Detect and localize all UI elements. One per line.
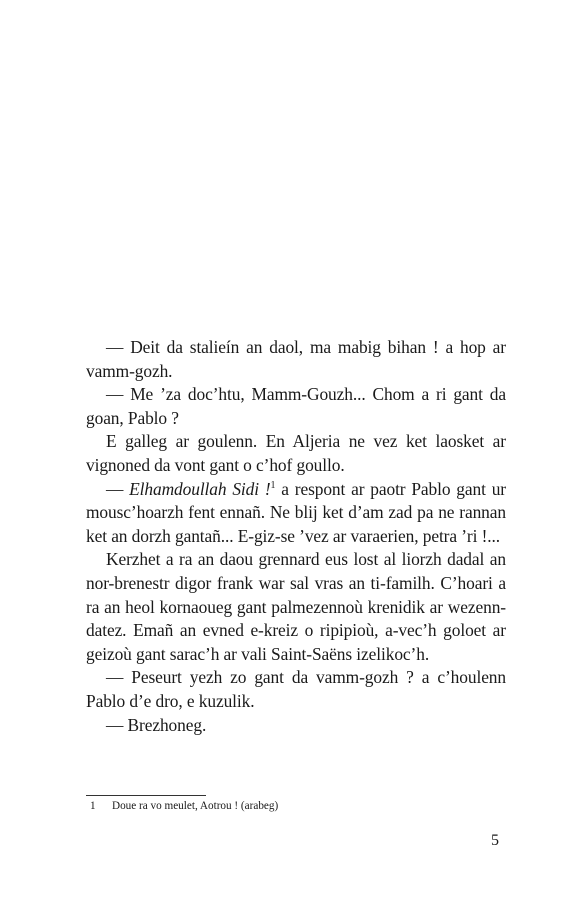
footnote bbox=[86, 799, 506, 813]
footnote-divider bbox=[86, 795, 206, 796]
paragraph-7: — Brezhoneg. bbox=[106, 714, 207, 735]
body-text bbox=[86, 336, 506, 737]
paragraph-2: — Me ’za doc’htu, Mamm-Gouzh... Chom a ri gant da goan, Pablo ? bbox=[86, 384, 506, 428]
footnote-text: Doue ra vo meulet, Aotrou ! (arabeg) bbox=[112, 800, 279, 812]
page-number: 5 bbox=[491, 832, 499, 849]
footnote-number: 1 bbox=[90, 800, 96, 812]
arabic-phrase: Elhamdoullah Sidi ! bbox=[129, 478, 271, 499]
footnote-reference: 1 bbox=[270, 479, 276, 491]
paragraph-6: — Peseurt yezh zo gant da vamm-gozh ? a c’houlenn Pablo d’e dro, e kuzulik. bbox=[86, 667, 506, 711]
quote-dash: — bbox=[106, 478, 130, 499]
paragraph-4 bbox=[86, 478, 506, 549]
paragraph-5: Kerzhet a ra an daou grennard eus lost al liorzh dadal an nor-brenestr digor frank war sal vras an ti-familh. C’hoari a ra an heol kornaoueg gant palmezennoù krenidik ar wezenn-datez. Emañ an evned e-kreiz o ripipioù, a-vec’h goloet ar geizoù gant sarac’h ar vali Saint-Saëns izelikoc’h. bbox=[86, 549, 506, 664]
quote-rest: a respont ar paotr Pablo gant ur mousc’hoarzh fent ennañ. Ne blij ket d’am zad pa ne rannan ket an dorzh gantañ... E-giz-se ’vez ar varaerien, petra ’ri !... bbox=[86, 478, 506, 546]
paragraph-1: — Deit da stalieín an daol, ma mabig bihan ! a hop ar vamm-gozh. bbox=[86, 337, 506, 381]
paragraph-3: E galleg ar goulenn. En Aljeria ne vez ket laosket ar vignoned da vont gant o c’hof goullo. bbox=[86, 431, 506, 475]
